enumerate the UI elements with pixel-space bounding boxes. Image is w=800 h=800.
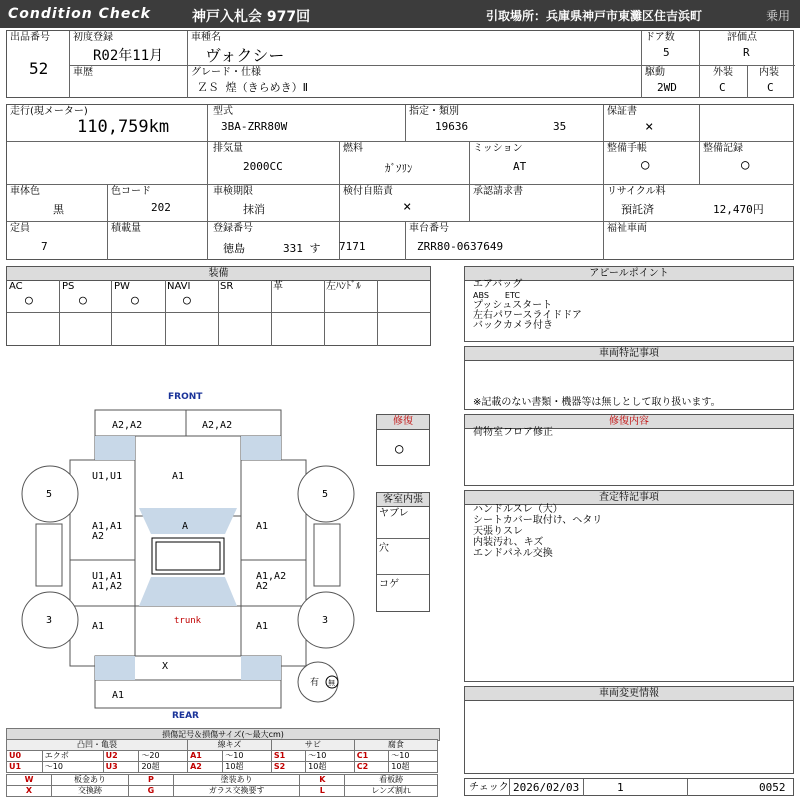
rating-label: 評価点 [727,32,757,43]
appeal-line-1: エアバッグ [473,279,523,290]
plate-number: 7171 [339,240,366,253]
exterior-label: 外装 [713,67,733,78]
welfare-label: 福祉車両 [607,223,647,234]
equip-leather-label: 革 [273,281,283,292]
door-fr-damage: A1 [256,521,269,532]
plate-label: 登録番号 [213,223,253,234]
legend-desc-c2: 10超 [389,762,438,773]
drive-label: 駆動 [645,67,665,78]
chassis-label: 車台番号 [409,223,449,234]
exterior-value: C [719,81,726,94]
trunk-label: trunk [174,616,202,626]
appeal-line-4: 左右パワースライドドア [473,310,582,321]
rating-value: R [743,46,750,59]
equip-ac-value: ○ [25,293,33,308]
legend-desc-g: ガラス交換要す [173,786,299,797]
appeal-line-5: バックカメラ付き [473,320,553,331]
tire-fl-value: 5 [46,489,53,500]
body-color-label: 車体色 [10,186,40,197]
mileage-value: 110,759km [77,117,170,137]
liability-label: 検付自賠責 [343,186,393,197]
appeal-panel [464,266,794,342]
door-rl-damage-2: A1,A2 [92,581,123,592]
legend-desc-u0: エクボ [42,751,103,762]
legend-code-a1: A1 [188,751,223,762]
inspection-notes-panel [464,490,794,682]
check-num: 1 [617,781,624,794]
plate-class: 331 す [283,242,321,255]
legend-desc-c1: ～10 [389,751,438,762]
equip-pw-value: ○ [131,293,139,308]
legend-code-s2: S2 [271,762,305,773]
specs-panel [6,104,794,260]
car-name-value: ヴォクシー [205,46,285,65]
legend-code-u0: U0 [7,751,43,762]
displacement-label: 排気量 [213,143,243,154]
interior-hole-label: 穴 [379,543,389,554]
interior-label: 内装 [759,67,779,78]
special-notes-panel [464,346,794,410]
tire-rr-value: 3 [322,615,329,626]
check-code: 0052 [759,781,786,794]
door-fl-damage-2: A2 [92,531,105,542]
appeal-line-2: ABS ETC [473,291,520,300]
inspection-label: 車検期限 [213,186,253,197]
equip-ac-label: AC [9,281,23,292]
color-code-value: 202 [151,201,171,214]
rear-bumper-damage: A1 [112,690,125,701]
maint-book-value: ○ [641,157,650,173]
legend-code-u1: U1 [7,762,43,773]
interior-value: C [767,81,774,94]
usage-type: 乗用 [766,9,791,23]
header-bar [0,0,800,28]
recycle-label: リサイクル料 [607,186,666,197]
legend-desc-a2: 10超 [223,762,272,773]
equip-ps-value: ○ [79,293,87,308]
maint-record-label: 整備記録 [703,143,743,154]
inspection-notes-title: 査定特記事項 [465,491,793,505]
quarter-right-damage: A1 [256,621,269,632]
legend-desc-u3: 20超 [139,762,188,773]
quarter-left-damage: A1 [92,621,105,632]
load-label: 積載量 [111,223,141,234]
legend-code-g: G [128,786,173,797]
spare-tire-label: 有 [310,678,320,688]
interior-tear-label: ヤブレ [379,508,409,519]
repair-box [376,414,430,466]
designation-value-2: 35 [553,120,567,133]
history-label: 車歴 [73,67,93,78]
car-name-label: 車種名 [191,32,221,43]
capacity-value: 7 [41,240,48,253]
back-door-damage: X [162,661,169,672]
claim-label: 承認請求書 [473,186,523,197]
grade-label: グレード・仕様 [191,67,261,78]
plate-area: 徳島 [223,242,245,255]
doors-label: ドア数 [645,32,675,43]
pickup-location: 引取場所：兵庫県神戸市東灘区住吉浜町 [486,9,703,23]
model-value: 3BA-ZRR80W [221,120,288,133]
chassis-value: ZRR80-0637649 [417,240,504,253]
car-outline-svg [0,386,370,722]
liability-value: × [403,199,412,215]
mileage-label: 走行(現メーター) [10,106,88,117]
mission-label: ミッション [473,143,523,154]
capacity-label: 定員 [10,223,30,234]
maint-record-value: ○ [741,157,750,173]
fuel-label: 燃料 [343,143,363,154]
equipment-panel [6,266,431,346]
legend-code-c1: C1 [354,751,388,762]
check-label: チェック [469,782,509,793]
mission-value: AT [513,160,527,173]
legend-desc-s1: ～10 [306,751,355,762]
legend-codes-table [6,774,438,797]
rear-label: REAR [172,711,199,721]
equip-navi-value: ○ [183,293,191,308]
legend-code-s1: S1 [271,751,305,762]
legend-desc-x: 交換跡 [52,786,129,797]
car-damage-diagram [0,386,370,722]
legend-desc-u2: ～20 [139,751,188,762]
check-date: 2026/02/03 [513,781,580,794]
grade-value: ＺＳ 煌（きらめき）Ⅱ [197,81,309,94]
warranty-label: 保証書 [607,106,637,117]
tire-rl-value: 3 [46,615,53,626]
spare-tire-icon: 無 [328,679,335,687]
legend-header-rust: サビ [271,740,354,751]
legend-code-p: P [128,775,173,786]
damage-legend [6,728,438,796]
hood-damage: A1 [172,471,185,482]
inspection-note-1: ハンドルスレ（大） [473,504,563,515]
legend-code-w: W [7,775,52,786]
legend-header-dent: 凸凹・亀裂 [7,740,188,751]
equip-sr-label: SR [220,281,234,292]
interior-lining-box [376,492,430,612]
legend-desc-a1: ～10 [223,751,272,762]
appeal-title: アピールポイント [465,267,793,281]
bumper-left-damage: A2,A2 [112,420,143,431]
interior-burn-label: コゲ [379,579,399,590]
top-info-panel [6,30,794,98]
inspection-note-2: シートカバー取付け、ヘタリ [473,515,603,526]
interior-lining-title: 客室内張 [377,493,429,507]
legend-table [6,739,438,773]
equipment-title: 装備 [7,267,430,281]
inspection-note-3: 天張りスレ [473,526,523,537]
warranty-value: × [645,119,654,135]
legend-code-u3: U3 [103,762,139,773]
equip-lhd-label: 左ﾊﾝﾄﾞﾙ [326,281,361,292]
legend-desc-u1: ～10 [42,762,103,773]
equip-navi-label: NAVI [167,281,191,292]
legend-header-corrosion: 腐食 [354,740,437,751]
repair-value: ○ [395,441,404,457]
inspection-note-5: エンドパネル交換 [473,548,553,559]
legend-desc-k: 看板跡 [345,775,438,786]
legend-code-x: X [7,786,52,797]
fender-left-damage: U1,U1 [92,471,123,482]
door-rr-damage-2: A2 [256,581,269,592]
inspection-note-4: 内装汚れ、キズ [473,537,544,548]
legend-desc-p: 塗装あり [173,775,299,786]
brand-title: Condition Check [8,6,151,22]
auction-title: 神戸入札会 977回 [192,9,311,25]
special-notes-text: ※記載のない書類・機器等は無しとして取り扱います。 [473,397,721,408]
repair-content-title: 修復内容 [465,415,793,429]
door-rl-damage-1: U1,A1 [92,571,123,582]
equip-pw-label: PW [114,281,130,292]
inspection-value: 抹消 [243,203,265,216]
lot-value: 52 [29,59,49,78]
fuel-value: ｶﾞｿﾘﾝ [385,162,413,175]
vehicle-change-title: 車両変更情報 [465,687,793,701]
first-reg-value: R02年11月 [93,48,164,64]
front-label: FRONT [168,392,203,402]
doors-value: 5 [663,46,670,59]
legend-code-c2: C2 [354,762,388,773]
appeal-line-3: プッシュスタート [473,300,553,311]
body-color-value: 黒 [53,203,64,216]
maint-book-label: 整備手帳 [607,143,647,154]
lot-label: 出品番号 [10,32,50,43]
tire-fr-value: 5 [322,489,329,500]
special-notes-title: 車両特記事項 [465,347,793,361]
model-label: 型式 [213,106,233,117]
drive-value: 2WD [657,81,677,94]
color-code-label: 色コード [111,186,151,197]
roof-front-damage: A [182,521,189,532]
bumper-right-damage: A2,A2 [202,420,233,431]
designation-label: 指定・類別 [409,106,459,117]
door-fl-damage-1: A1,A1 [92,521,123,532]
repair-label: 修復 [377,415,429,430]
displacement-value: 2000CC [243,160,283,173]
check-row [464,778,794,796]
designation-value-1: 19636 [435,120,469,133]
vehicle-change-panel [464,686,794,774]
legend-code-k: K [300,775,345,786]
legend-title: 損傷記号＆損傷サイズ(～最大cm) [6,728,440,741]
first-reg-label: 初度登録 [73,32,113,43]
legend-code-l: L [300,786,345,797]
repair-content-text: 荷物室フロア修正 [473,427,553,438]
legend-desc-w: 板金あり [52,775,129,786]
recycle-value: 12,470円 [713,203,764,216]
legend-desc-s2: 10超 [306,762,355,773]
legend-code-u2: U2 [103,751,139,762]
door-rr-damage-1: A1,A2 [256,571,287,582]
repair-content-panel [464,414,794,486]
recycle-status: 預託済 [621,203,654,216]
legend-code-a2: A2 [188,762,223,773]
legend-desc-l: レンズ割れ [345,786,438,797]
legend-header-scratch: 線キズ [188,740,272,751]
equip-ps-label: PS [62,281,75,292]
